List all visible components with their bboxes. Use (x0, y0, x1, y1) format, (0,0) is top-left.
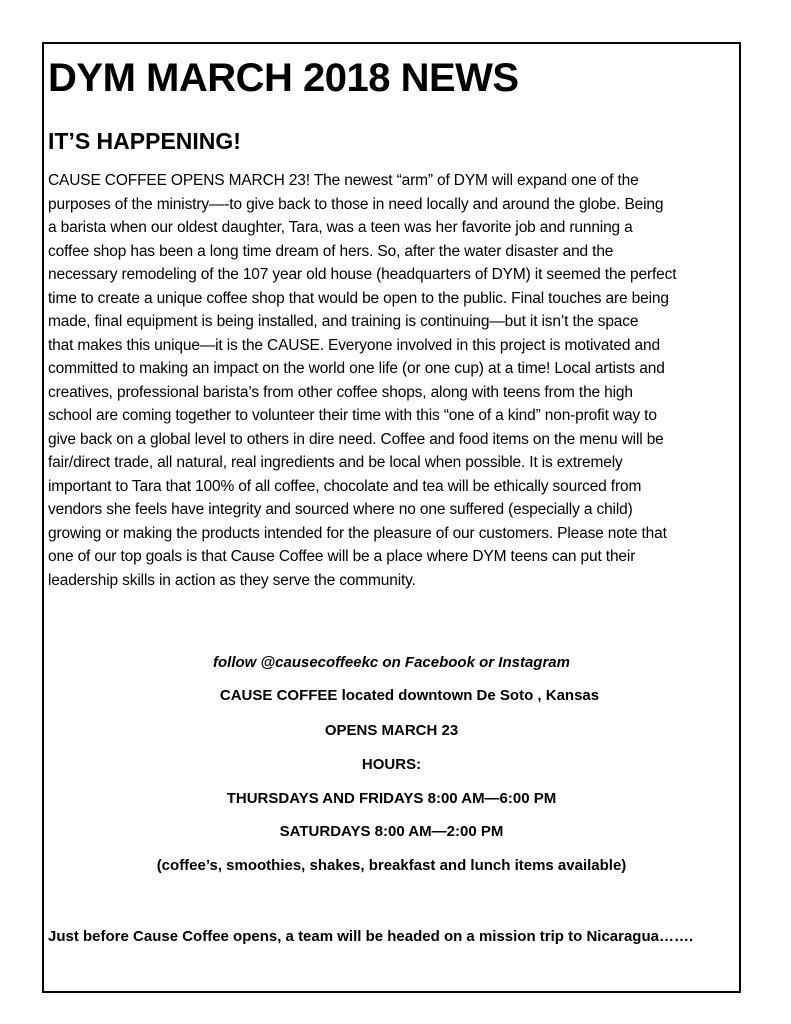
body-line: time to create a unique coffee shop that would be open to the public. Final touches are being (48, 289, 669, 307)
newsletter-title: DYM MARCH 2018 NEWS (48, 56, 519, 100)
social-follow-line: follow @causecoffeekc on Facebook or Instagram (213, 654, 570, 671)
hours-heading: HOURS: (361, 756, 422, 773)
body-line: made, final equipment is being installed, and training is continuing—but it isn’t the space (48, 313, 639, 330)
body-line: important to Tara that 100% of all coffee, chocolate and tea will be ethically sourced from (48, 477, 642, 495)
article-body (48, 169, 740, 592)
body-line: give back on a global level to others in dire need. Coffee and food items on the menu will be (48, 430, 664, 448)
body-line: a barista when our oldest daughter, Tara, was a teen was her favorite job and running a (48, 219, 633, 236)
hours-weekday-line: THURSDAYS AND FRIDAYS 8:00 AM—6:00 PM (226, 790, 557, 807)
body-line: that makes this unique—it is the CAUSE. Everyone involved in this project is motivated and (48, 336, 660, 354)
body-line: creatives, professional barista’s from other coffee shops, along with teens from the high (48, 383, 633, 401)
body-line: fair/direct trade, all natural, real ingredients and be local when possible. It is extremely (48, 454, 623, 471)
hours-saturday-line: SATURDAYS 8:00 AM—2:00 PM (279, 823, 504, 840)
body-line: one of our top goals is that Cause Coffee will be a place where DYM teens can put their (48, 548, 636, 565)
opening-date-line: OPENS MARCH 23 (324, 722, 459, 739)
body-line: coffee shop has been a long time dream of hers. So, after the water disaster and the (48, 242, 614, 260)
body-line: necessary remodeling of the 107 year old house (headquarters of DYM) it seemed the perfect (48, 266, 677, 283)
closing-line: Just before Cause Coffee opens, a team will be headed on a mission trip to Nicaragua……. (48, 928, 694, 945)
body-line: vendors she feels have integrity and sourced where no one suffered (especially a child) (48, 501, 633, 518)
body-line: school are coming together to volunteer their time with this “one of a kind” non-profit way to (48, 407, 657, 424)
section-heading: IT’S HAPPENING! (48, 128, 241, 154)
body-line: purposes of the ministry—-to give back to those in need locally and around the globe. Being (48, 195, 664, 213)
body-line: growing or making the products intended for the pleasure of our customers. Please note that (48, 524, 667, 542)
body-line: leadership skills in action as they serve the community. (48, 571, 416, 589)
body-line: CAUSE COFFEE OPENS MARCH 23! The newest “arm” of DYM will expand one of the (48, 172, 639, 189)
menu-note-line: (coffee’s, smoothies, shakes, breakfast and lunch items available) (156, 857, 627, 874)
location-line: CAUSE COFFEE located downtown De Soto , Kansas (219, 687, 600, 704)
body-line: committed to making an impact on the world one life (or one cup) at a time! Local artists and (48, 360, 665, 377)
